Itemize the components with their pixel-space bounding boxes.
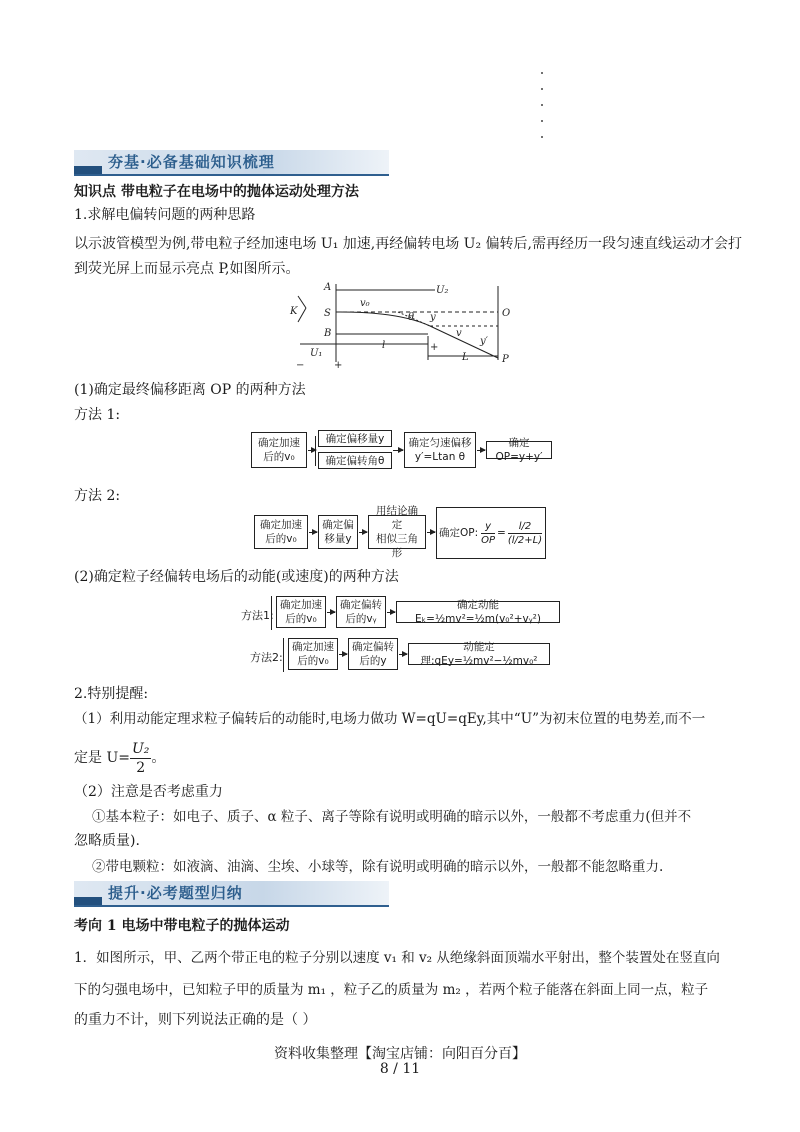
u-fraction: $\frac{\text{U₂}}{2}$ [131,740,150,776]
label-b: B [324,328,332,339]
note-2a-line2: 忽略质量). [74,833,140,849]
banner-bar [74,166,102,174]
label-p: P [502,354,509,365]
label-u2: U₂ [436,285,449,296]
k2-arrow-2 [399,654,407,655]
note-2b: ②带电颗粒：如液滴、油滴、尘埃、小球等，除有说明或明确的暗示以外，一般都不能忽略重力. [92,859,664,875]
question-1-heading: (1)确定最终偏移距离 OP 的两种方法 [74,382,306,398]
banner-title: 提升·必考题型归纳 [108,884,243,902]
footer-source: 资料收集整理【淘宝店铺：向阳百分百】 [274,1046,526,1062]
question-1-line2: 下的匀强电场中，已知粒子甲的质量为 m₁ ，粒子乙的质量为 m₂ ，若两个粒子能落在斜面上同一点，粒子 [74,982,709,998]
label-u1: U₁ [310,348,323,359]
label-y: y [430,312,436,323]
m1-box-accel: 确定加速 后的v₀ [251,432,307,468]
m1-bracket [315,436,316,466]
margin-dots [541,72,545,144]
note-1b: 定是 U= $\frac{\text{U₂}}{2}$ 。 [74,740,166,776]
k1-arrow-2 [387,612,395,613]
label-plus: + [334,360,343,371]
label-minus: − [296,360,305,371]
m1-arrow-3 [477,450,485,451]
k1-box-energy: 确定动能Eₖ=½mv²=½m(v₀²+vᵧ²) [396,601,560,623]
page-number: 8 / 11 [379,1061,421,1077]
label-l: l [382,340,386,351]
k1-arrow-1 [327,612,335,613]
k2-box-energy: 动能定理:qEy=½mv²−½mv₀² [408,643,550,665]
section-banner-basics [74,150,389,176]
label-yprime: y′ [480,336,488,347]
knowledge-title: 知识点 带电粒子在电场中的抛体运动处理方法 [74,184,359,200]
m2-box-offset: 确定偏 移量y [318,515,358,549]
label-s: S [324,308,331,319]
m2-box-accel: 确定加速 后的v₀ [254,515,308,549]
method1-label: 方法 1: [74,407,121,423]
m1-box-op: 确定OP=y+y′ [486,441,552,459]
label-k: K [290,306,298,317]
label-L: L [462,352,469,363]
m1-box-uniform: 确定匀速偏移 y′=Ltan θ [404,432,476,468]
paragraph-2a: 以示波管模型为例,带电粒子经加速电场 U₁ 加速,再经偏转电场 U₂ 偏转后,需再经历一段匀速直线运动才会打 [74,236,742,252]
m1-box-offset: 确定偏移量y [318,430,392,447]
k2-arrow-1 [339,654,347,655]
k-method2-label: 方法2: [250,651,283,664]
k2-box-accel: 确定加速 后的v₀ [288,638,338,670]
question-1-line3: 的重力不计，则下列说法正确的是（ ） [74,1012,317,1028]
label-a: A [324,282,332,293]
paragraph-2b: 到荧光屏上而显示亮点 P,如图所示。 [74,261,300,277]
topic-1-title: 考向 1 电场中带电粒子的抛体运动 [74,918,290,934]
banner-bar [74,897,102,905]
note-1a: （1）利用动能定理求粒子偏转后的动能时,电场力做功 W=qU=qEy,其中“U”为初末位置的电势差,而不一 [74,711,706,727]
m2-box-similar: 用结论确定 相似三角形 [368,515,426,549]
k1-box-accel: 确定加速 后的v₀ [276,596,326,628]
label-v0: v₀ [360,298,370,309]
note-2a-line1: ①基本粒子：如电子、质子、α 粒子、离子等除有说明或明确的暗示以外，一般都不考虑重力(但并不 [92,809,692,825]
m2-box-op: 确定OP: $\frac{y}{OP}$ = $\frac{l/2}{(l/2+L)}$ [436,507,546,559]
note-2: （2）注意是否考虑重力 [74,784,223,800]
k2-box-deflect: 确定偏转 后的y [348,638,398,670]
m1-box-angle: 确定偏转角θ [318,452,392,469]
oscilloscope-diagram [280,280,520,372]
m2-arrow-1 [309,532,317,533]
label-theta: θ [408,312,415,323]
k1-box-deflect: 确定偏转 后的vᵧ [336,596,386,628]
label-v: v [456,328,462,339]
section-banner-advance [74,881,389,907]
k2-bracket [283,638,284,672]
k-method1-label: 方法1: [241,609,274,622]
k1-bracket [271,596,272,630]
m1-arrow-2 [393,450,403,451]
paragraph-1: 1.求解电偏转问题的两种思路 [74,207,256,223]
question-2-heading: (2)确定粒子经偏转电场后的动能(或速度)的两种方法 [74,569,399,585]
label-plus2: + [430,342,439,353]
banner-title: 夯基·必备基础知识梳理 [108,153,275,171]
method2-label: 方法 2: [74,488,121,504]
question-1-line1: 1．如图所示，甲、乙两个带正电的粒子分别以速度 v₁ 和 v₂ 从绝缘斜面顶端水平射出，整个装置处在竖直向 [74,950,720,966]
special-note-heading: 2.特别提醒: [74,686,149,702]
label-o: O [502,308,511,319]
m2-arrow-2 [359,532,367,533]
m2-arrow-3 [427,532,435,533]
